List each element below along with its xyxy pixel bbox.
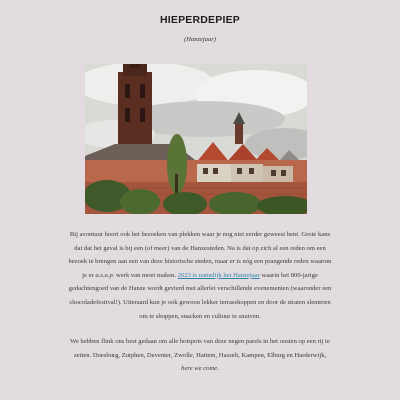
cities-emphasis: here we come. [181, 365, 219, 373]
intro-text-part-1: Bij avontuur hoort ook het bezoeken van plekken waar je nog niet eerder geweest bent. Grote kans dat dat het geval is bij een (of meer) van de Hanzesteden. Na is dat op zich al een reden om een bezoek te brengen aan een van deze historische steden, maar er is nóg een prangende reden waarom je er [68, 231, 332, 279]
hanzejaar-link[interactable]: 2023 is namelijk het Hanzejaar [177, 271, 260, 279]
hero-photo [85, 64, 307, 214]
cities-text: We hebben flink ons best gedaan om alle hotspots van deze negen parels in het oosten op een rij te zetten. Doesburg, Zutphen, Deventer, Zwolle, Hattem, Hasselt, Kampen, Elburg en Harderwijk, [70, 338, 330, 359]
article-paragraph-intro [68, 228, 332, 323]
post-category[interactable]: (Hanzejaar) [184, 36, 216, 43]
intro-emphasis: a.s.a.p. [95, 271, 115, 279]
intro-text-part-2: werk van moet maken. [114, 271, 178, 279]
intro-text-part-3: waarin het 800-jarige gedachtengoed van de Hanze wordt gevierd met allerlei verschillende evenementen (waaronder een chocoladefestival!). Uiteraard kun je ook gewoon lekker terrasshoppen en door de straten slenteren om te shoppen, snacken en cultuur te snuiven. [68, 271, 332, 320]
article-body [68, 228, 332, 388]
article-paragraph-cities [68, 335, 332, 376]
blog-title[interactable]: HIEPERDEPIEP [159, 14, 240, 26]
